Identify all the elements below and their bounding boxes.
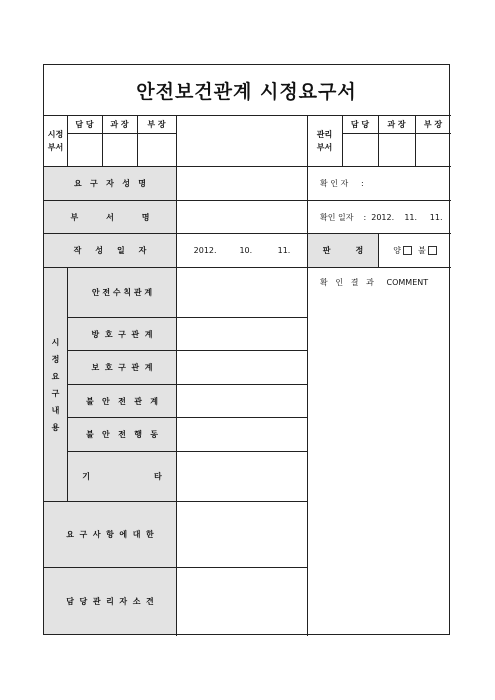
judgement-label: 판 정 [308, 234, 378, 267]
left-col-dept-head: 부 장 [147, 120, 166, 129]
department-name-label: 부 서 명 [44, 201, 176, 233]
left-sign-box-section-chief[interactable] [102, 134, 137, 166]
section-label-char: 정 [51, 354, 60, 364]
correction-request-form [43, 64, 450, 635]
right-sign-box-staff[interactable] [342, 134, 378, 166]
section-label-char: 내 [51, 405, 60, 415]
item-safety-rules: 안 전 수 칙 관 계 [68, 268, 176, 317]
divider [176, 166, 177, 267]
written-date-label: 작 성 일 자 [44, 234, 176, 267]
right-col-dept-head: 부 장 [423, 120, 443, 129]
right-sign-box-dept-head[interactable] [415, 134, 451, 166]
unsafe-condition-field[interactable] [177, 385, 307, 417]
confirmation-result-field[interactable] [308, 295, 451, 635]
item-other: 기 타 [68, 452, 176, 501]
divider [176, 501, 177, 636]
department-name-field[interactable] [177, 201, 307, 233]
confirm-date [308, 201, 451, 233]
right-col-section-chief: 과 장 [387, 120, 406, 129]
right-col-staff: 담 당 [350, 120, 370, 129]
requester-name-field[interactable] [177, 167, 307, 200]
manager-opinion-label: 담 당 관 리 자 소 견 [44, 568, 176, 634]
other-field[interactable] [177, 452, 307, 501]
form-title: 안전보건관계 시정요구서 [136, 80, 357, 103]
left-col-section-chief: 과 장 [110, 120, 129, 129]
left-approval-label: 시정 부서 [47, 130, 64, 152]
safety-rules-field[interactable] [177, 268, 307, 317]
correction-content-label [44, 268, 67, 501]
confirm-date-label: 확인 일자 [320, 212, 354, 222]
judgement-bad-checkbox[interactable] [428, 246, 437, 255]
confirm-date-value: : 2012. 11. 11. [363, 212, 443, 222]
section-label-char: 구 [51, 388, 60, 398]
left-sign-box-staff[interactable] [67, 134, 102, 166]
section-label-char: 요 [51, 371, 60, 381]
confirmer-label: 확 인 자 : [320, 179, 364, 188]
item-protective-gear: 방 호 구 관 계 [68, 318, 176, 350]
confirmation-result-label: 확 인 결 과 COMMENT [320, 278, 429, 287]
judgement-options [379, 234, 451, 267]
protective-gear-field[interactable] [177, 318, 307, 350]
manager-opinion-field[interactable] [177, 568, 307, 634]
requester-name-label: 요 구 자 성 명 [44, 167, 176, 200]
left-col-staff: 담 당 [75, 120, 94, 129]
request-remark-label: 요 구 사 항 에 대 한 [44, 502, 176, 567]
right-approval-label: 관리 부서 [316, 130, 333, 152]
item-protective-equipment: 보 호 구 관 계 [68, 351, 176, 384]
divider [307, 166, 308, 267]
section-label-char: 용 [51, 422, 60, 432]
request-remark-field[interactable] [177, 502, 307, 567]
section-label-char: 시 [51, 337, 60, 347]
right-sign-box-section-chief[interactable] [378, 134, 415, 166]
left-sign-box-dept-head[interactable] [137, 134, 176, 166]
written-date-value[interactable]: 2012. 10. 11. [193, 246, 291, 255]
protective-equipment-field[interactable] [177, 351, 307, 384]
judgement-good-checkbox[interactable] [403, 246, 412, 255]
unsafe-behavior-field[interactable] [177, 418, 307, 451]
judgement-good-label: 양 [393, 246, 401, 255]
judgement-bad-label: 불 [418, 246, 426, 255]
item-unsafe-condition: 불 안 전 관 계 [68, 385, 176, 417]
item-unsafe-behavior: 불 안 전 행 동 [68, 418, 176, 451]
divider [176, 116, 177, 166]
